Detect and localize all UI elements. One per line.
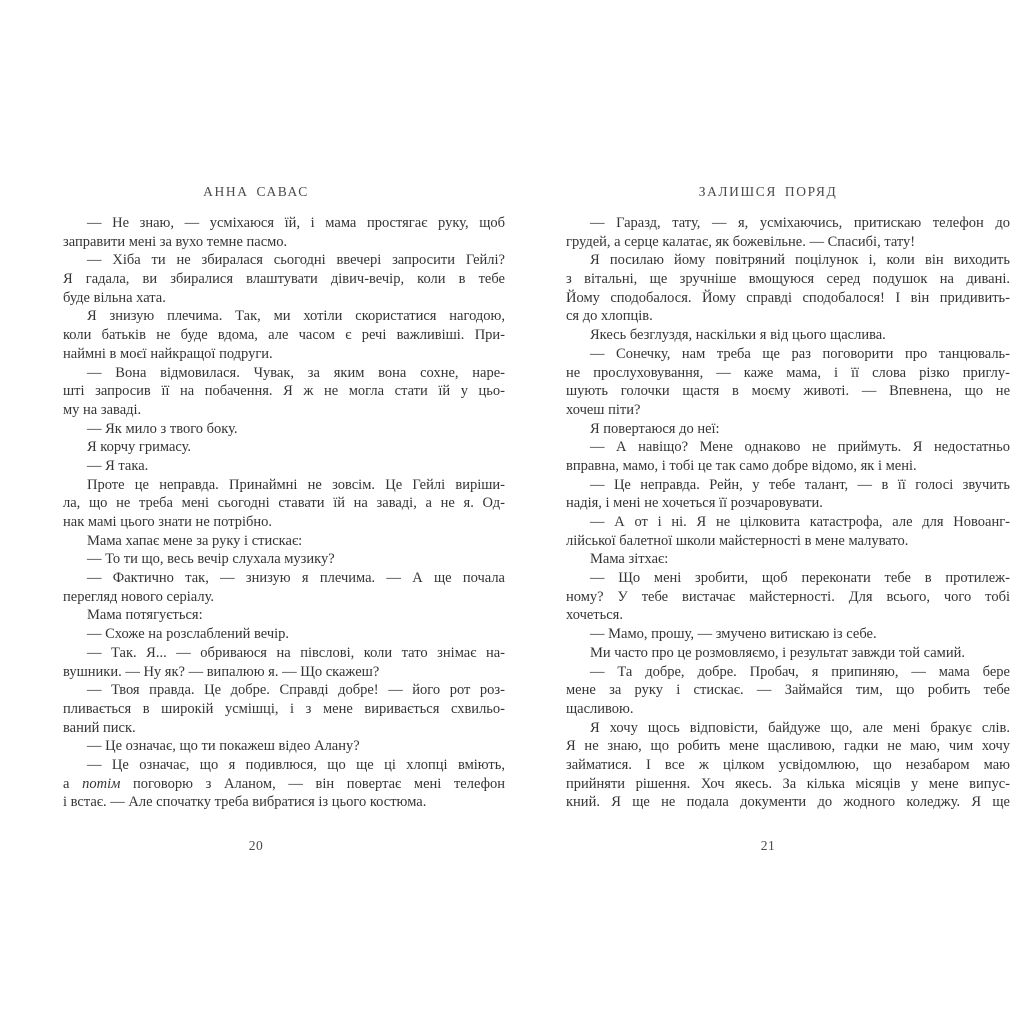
- text-line: — Сонечку, нам треба ще раз поговорити про танцюваль-: [590, 345, 1010, 362]
- text-line: — Це означає, що я подивлюся, що ще ці хлопці вміють,: [87, 756, 505, 773]
- text-line: кний. Я ще не подала документи до жодного коледжу. Я ще: [566, 794, 1010, 811]
- text-line: — Хіба ти не збиралася сьогодні ввечері запросити Гейлі?: [87, 252, 505, 269]
- text-line: Мама потягується:: [87, 607, 203, 624]
- text-line: — Це неправда. Рейн, у тебе талант, — в її голосі звучить: [590, 476, 1010, 493]
- text-line: Я корчу гримасу.: [87, 439, 192, 456]
- text-line: а потім поговорю з Аланом, — він повертає мені телефон: [63, 775, 505, 792]
- text-line: коли батьків не буде вдома, але часом є речі важливіші. При-: [63, 327, 505, 344]
- text-line: Я гадала, ви збиралися влаштувати дівич-вечір, коли в тебе: [63, 271, 505, 288]
- text-line: — Схоже на розслаблений вечір.: [87, 626, 290, 643]
- running-head-title: ЗАЛИШСЯ ПОРЯД: [698, 184, 838, 199]
- page-number-left: 20: [248, 838, 264, 853]
- text-line: вушники. — Ну як? — випалюю я. — Що скажеш?: [63, 663, 380, 680]
- text-line: ному? У тебе вистачає майстерності. Для всього, чого тобі: [566, 588, 1010, 605]
- text-line: перегляд нового серіалу.: [63, 588, 215, 605]
- text-line: — Так. Я... — обриваюся на півслові, коли тато знімає на-: [87, 644, 505, 661]
- text-block-left: [63, 214, 505, 812]
- text-line: — Що мені зробити, щоб переконати тебе в протилеж-: [590, 570, 1010, 587]
- text-line: Мама зітхає:: [590, 551, 669, 568]
- text-line: наймні в моєї найкращої подруги.: [63, 345, 273, 362]
- text-line: — Мамо, прошу, — змучено витискаю із себе.: [590, 626, 877, 643]
- text-line: буде вільна хата.: [63, 289, 166, 306]
- text-line: щасливою.: [566, 700, 634, 717]
- text-line: Проте це неправда. Принаймні не зовсім. Це Гейлі виріши-: [87, 476, 505, 493]
- text-line: прийняти рішення. Хоч якесь. За кілька місяців у мене випус-: [566, 775, 1010, 792]
- text-line: не прослуховування, — каже мама, і її слова різко приглу-: [566, 364, 1010, 381]
- text-line: Якесь безглуздя, наскільки я від цього щаслива.: [590, 327, 886, 344]
- text-line: — Як мило з твого боку.: [87, 420, 238, 437]
- page-number-right: 21: [760, 838, 776, 853]
- text-line: — Гаразд, тату, — я, усміхаючись, притискаю телефон до: [590, 215, 1010, 231]
- text-line: — Вона відмовилася. Чувак, за яким вона сохне, наре-: [87, 364, 505, 381]
- text-line: Ми часто про це розмовляємо, і результат завжди той самий.: [590, 644, 965, 661]
- text-line: з вітальні, ще зручніше вмощуюся серед подушок на дивані.: [566, 271, 1010, 288]
- text-line: Йому сподобалося. Йому справді сподобалося! І він придивить-: [566, 289, 1010, 306]
- text-line: Я знизую плечима. Так, ми хотіли скористатися нагодою,: [87, 308, 505, 325]
- text-line: надія, і мені не хочеться її розчаровувати.: [566, 495, 823, 512]
- text-line: шують голочки щастя в моєму животі. — Впевнена, що не: [566, 383, 1010, 400]
- text-line: хочеться.: [566, 607, 623, 624]
- text-line: Я хочу щось відповісти, байдуже що, але мені бракує слів.: [590, 719, 1010, 736]
- running-head-author: АННА САВАС: [203, 184, 309, 199]
- text-line: — Та добре, добре. Пробач, я припиняю, — мама бере: [590, 663, 1010, 680]
- text-line: — А навіщо? Мене однаково не приймуть. Я недостатньо: [590, 439, 1010, 456]
- text-line: вправна, мамо, і тобі це так само добре відомо, як і мені.: [566, 457, 917, 474]
- text-line: грудей, а серце калатає, як божевільне. — Спасибі, тату!: [566, 233, 916, 250]
- text-line: займатися. І все ж цілком усвідомлюю, що незабаром маю: [566, 756, 1010, 773]
- text-line: Я посилаю йому повітряний поцілунок і, коли він виходить: [590, 252, 1010, 269]
- text-line: Мама хапає мене за руку і стискає:: [87, 532, 303, 549]
- text-line: ла, що не треба мені сьогодні ставати їй на заваді, а не я. Од-: [63, 495, 505, 512]
- page-right: [512, 0, 1024, 1024]
- text-line: Я повертаюся до неї:: [590, 420, 720, 437]
- text-line: — То ти що, весь вечір слухала музику?: [87, 551, 335, 568]
- text-line: заправити мені за вухо темне пасмо.: [63, 233, 288, 250]
- text-line: — Я така.: [87, 457, 149, 474]
- text-line: хочеш піти?: [566, 401, 641, 418]
- text-line: — Фактично так, — знизую я плечима. — А ще почала: [87, 570, 505, 587]
- text-line: Я не знаю, що робить мене щасливою, гадки не маю, чим хочу: [566, 738, 1010, 755]
- text-line: — Не знаю, — усміхаюся їй, і мама простягає руку, щоб: [87, 215, 505, 231]
- text-line: — А от і ні. Я не цілковита катастрофа, але для Новоанг-: [590, 514, 1010, 530]
- text-line: лійської балетної школи майстерності в мене малувато.: [566, 532, 909, 549]
- text-line: ся до хлопців.: [566, 308, 653, 325]
- text-line: — Твоя правда. Це добре. Справді добре! — його рот роз-: [87, 682, 505, 699]
- text-line: му на заваді.: [63, 401, 142, 418]
- text-line: — Це означає, що ти покажеш відео Алану?: [87, 738, 360, 755]
- text-line: ваний писк.: [63, 719, 136, 736]
- text-line: нак мамі цього знати не потрібно.: [63, 514, 273, 530]
- text-line: пливається в широкій усмішці, і з мене виривається схвильо-: [63, 700, 505, 717]
- text-line: мене за руку і стискає. — Займайся тим, що робить тебе: [566, 682, 1010, 699]
- text-block-right: [566, 214, 1010, 812]
- text-line: шті запросив її на побачення. Я ж не могла стати їй у цьо-: [63, 383, 505, 400]
- text-line: і встає. — Але спочатку треба вибратися із цього костюма.: [63, 794, 427, 811]
